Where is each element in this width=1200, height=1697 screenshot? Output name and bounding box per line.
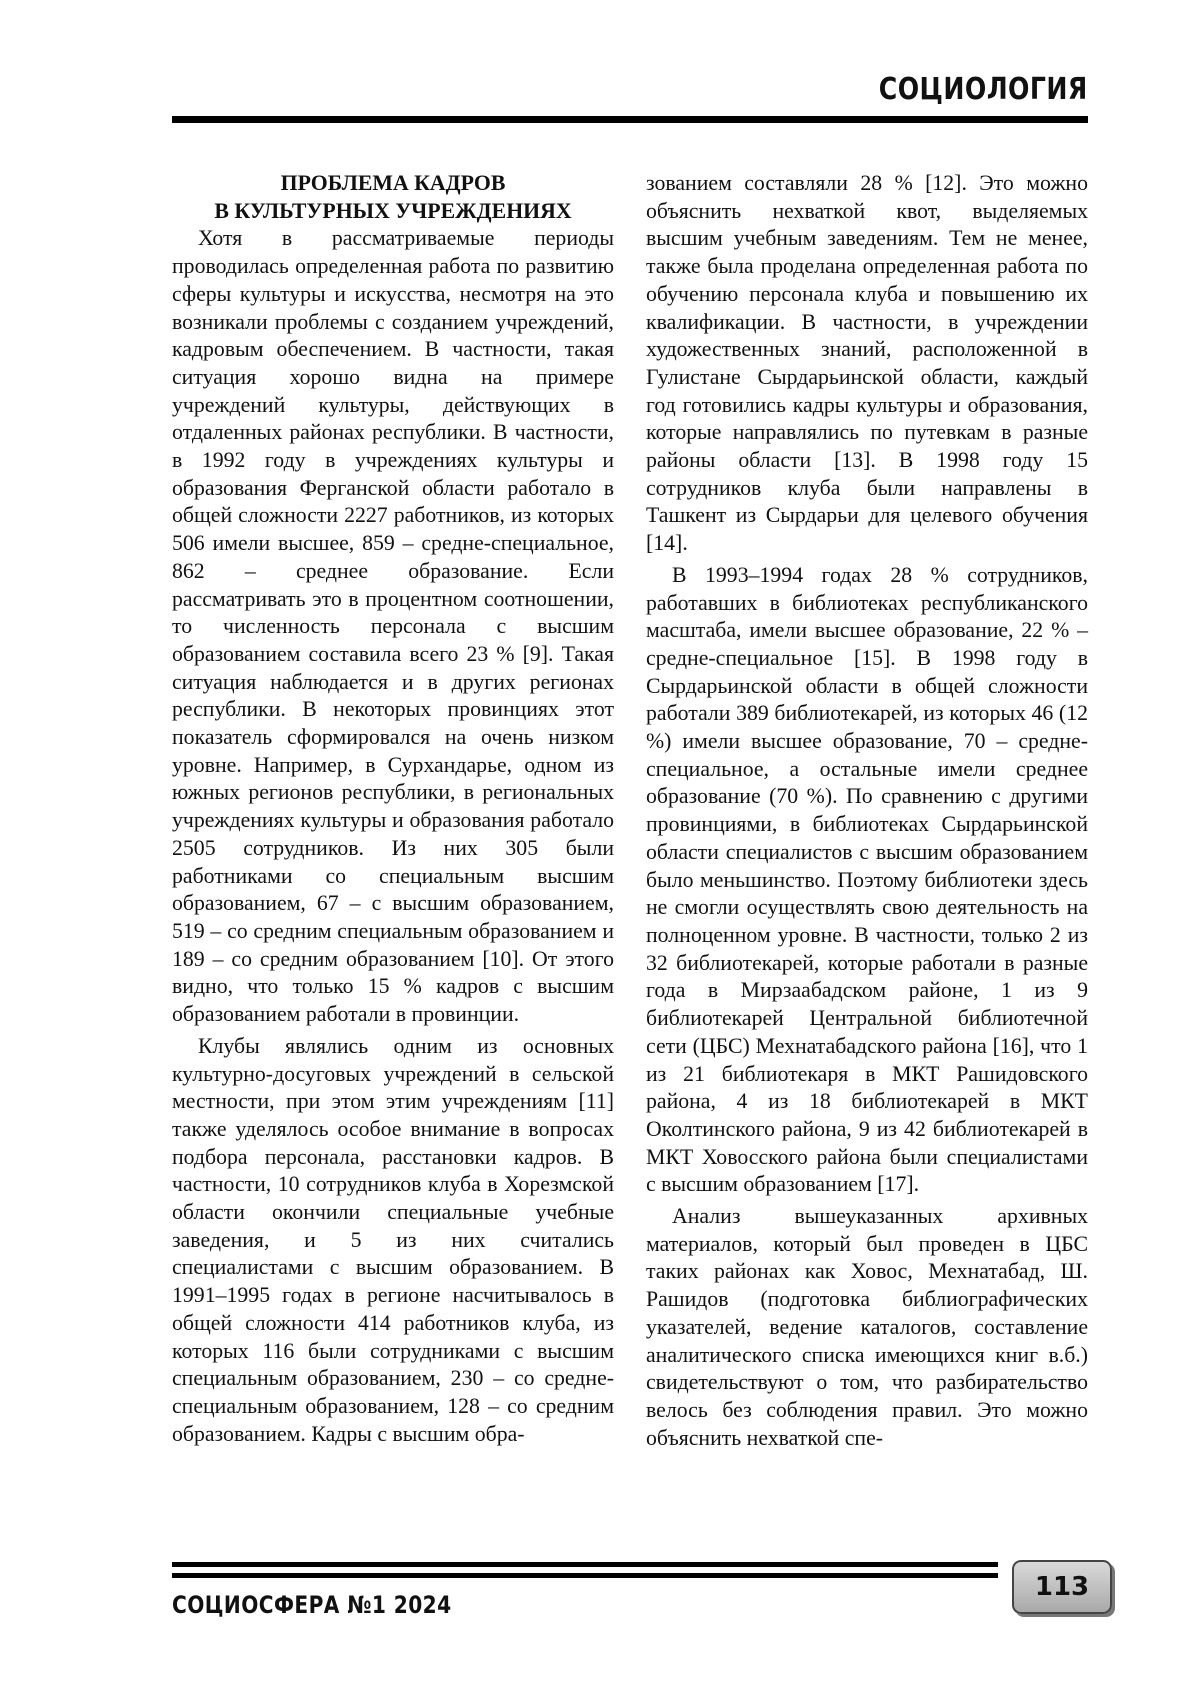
journal-footer: СОЦИОСФЕРА №1 2024: [172, 1591, 452, 1619]
right-column: [646, 170, 1088, 1452]
paragraph-2: Клубы являлись одним из основных культурно-досуговых учреждений в сельской местности, при этом этим учреждениям [11] также уделялось особое внимание в вопросах подбора персонала, расстановки кадров. В частности, 10 сотрудников клуба в Хорезмской области окончили специальные учебные заведения, и 5 из них считались специалистами с высшим образованием. В 1991–1995 годах в регионе насчитывалось в общей сложности 414 работников клуба, из которых 116 были сотрудниками с высшим специальным образованием, 230 – со средне-специальным образованием, 128 – со средним образованием. Кадры с высшим обра-: [172, 1033, 614, 1446]
top-rule: [172, 116, 1088, 123]
paragraph-3: В 1993–1994 годах 28 % сотрудников, работавших в библиотеках республиканского масштаба, имели высшее образование, 22 % – средне-специальное [15]. В 1998 году в Сырдарьинской области в общей сложности работали 389 библиотекарей, из которых 46 (12 %) имели высшее образование, 70 – средне-специальное, а остальные имели среднее образование (70 %). По сравнению с другими провинциями, в библиотеках Сырдарьинской области специалистов с высшим образованием было меньшинство. Поэтому библиотеки здесь не смогли осуществлять свою деятельность на полноценном уровне. В частности, только 2 из 32 библиотекарей, которые работали в разные года в Мирзаабадском районе, 1 из 9 библиотекарей Центральной библиотечной сети (ЦБС) Мехнатабадского района [16], что 1 из 21 библиотекаря в МКТ Рашидовского района, 4 из 18 библиотекарей в МКТ Околтинского района, 9 из 42 библиотекарей в МКТ Ховосского района были специалистами с высшим образованием [17].: [646, 562, 1088, 1197]
bottom-rule: [172, 1562, 998, 1567]
article-title-line-2: В КУЛЬТУРНЫХ УЧРЕЖДЕНИЯХ: [214, 198, 572, 223]
page-number: 113: [1012, 1560, 1112, 1614]
section-title: СОЦИОЛОГИЯ: [879, 72, 1088, 107]
paragraph-4: Анализ вышеуказанных архивных материалов, который был проведен в ЦБС таких районах как Ховос, Мехнатабад, Ш. Рашидов (подготовка библиографических указателей, ведение каталогов, составление аналитического списка имеющихся книг в.б.) свидетельствуют о том, что разбирательство велось без соблюдения правил. Это можно объяснить нехваткой спе-: [646, 1204, 1088, 1450]
left-column: [172, 170, 614, 1448]
article-title-line-1: ПРОБЛЕМА КАДРОВ: [280, 171, 506, 195]
paragraph-2-continued: зованием составляли 28 % [12]. Это можно объяснить нехваткой квот, выделяемых высшим учебным заведениям. Тем не менее, также была проделана определенная работа по обучению персонала клуба и повышению их квалификации. В частности, в учреждении художественных знаний, расположенной в Гулистане Сырдарьинской области, каждый год готовились кадры культуры и образования, которые направлялись по путевкам в разные районы области [13]. В 1998 году 15 сотрудников клуба были направлены в Ташкент из Сырдарьи для целевого обучения [14].: [646, 171, 1088, 556]
bottom-rule: [172, 1573, 998, 1578]
paragraph-1: Хотя в рассматриваемые периоды проводилась определенная работа по развитию сферы культуры и искусства, несмотря на это возникали проблемы с созданием учреждений, кадровым обеспечением. В частности, такая ситуация хорошо видна на примере учреждений культуры, действующих в отдаленных районах республики. В частности, в 1992 году в учреждениях культуры и образования Ферганской области работало в общей сложности 2227 работников, из которых 506 имели высшее, 859 – средне-специальное, 862 – среднее образование. Если рассматривать это в процентном соотношении, то численность персонала с высшим образованием составила всего 23 % [9]. Такая ситуация наблюдается и в других регионах республики. В некоторых провинциях этот показатель сформировался на очень низком уровне. Например, в Сурхандарье, одном из южных регионов республики, в региональных учреждениях культуры и образования работало 2505 сотрудников. Из них 305 были работниками со специальным высшим образованием, 67 – с высшим образованием, 519 – со средним специальным образованием и 189 – со средним образованием [10]. От этого видно, что только 15 % кадров с высшим образованием работали в провинции.: [172, 226, 614, 1027]
